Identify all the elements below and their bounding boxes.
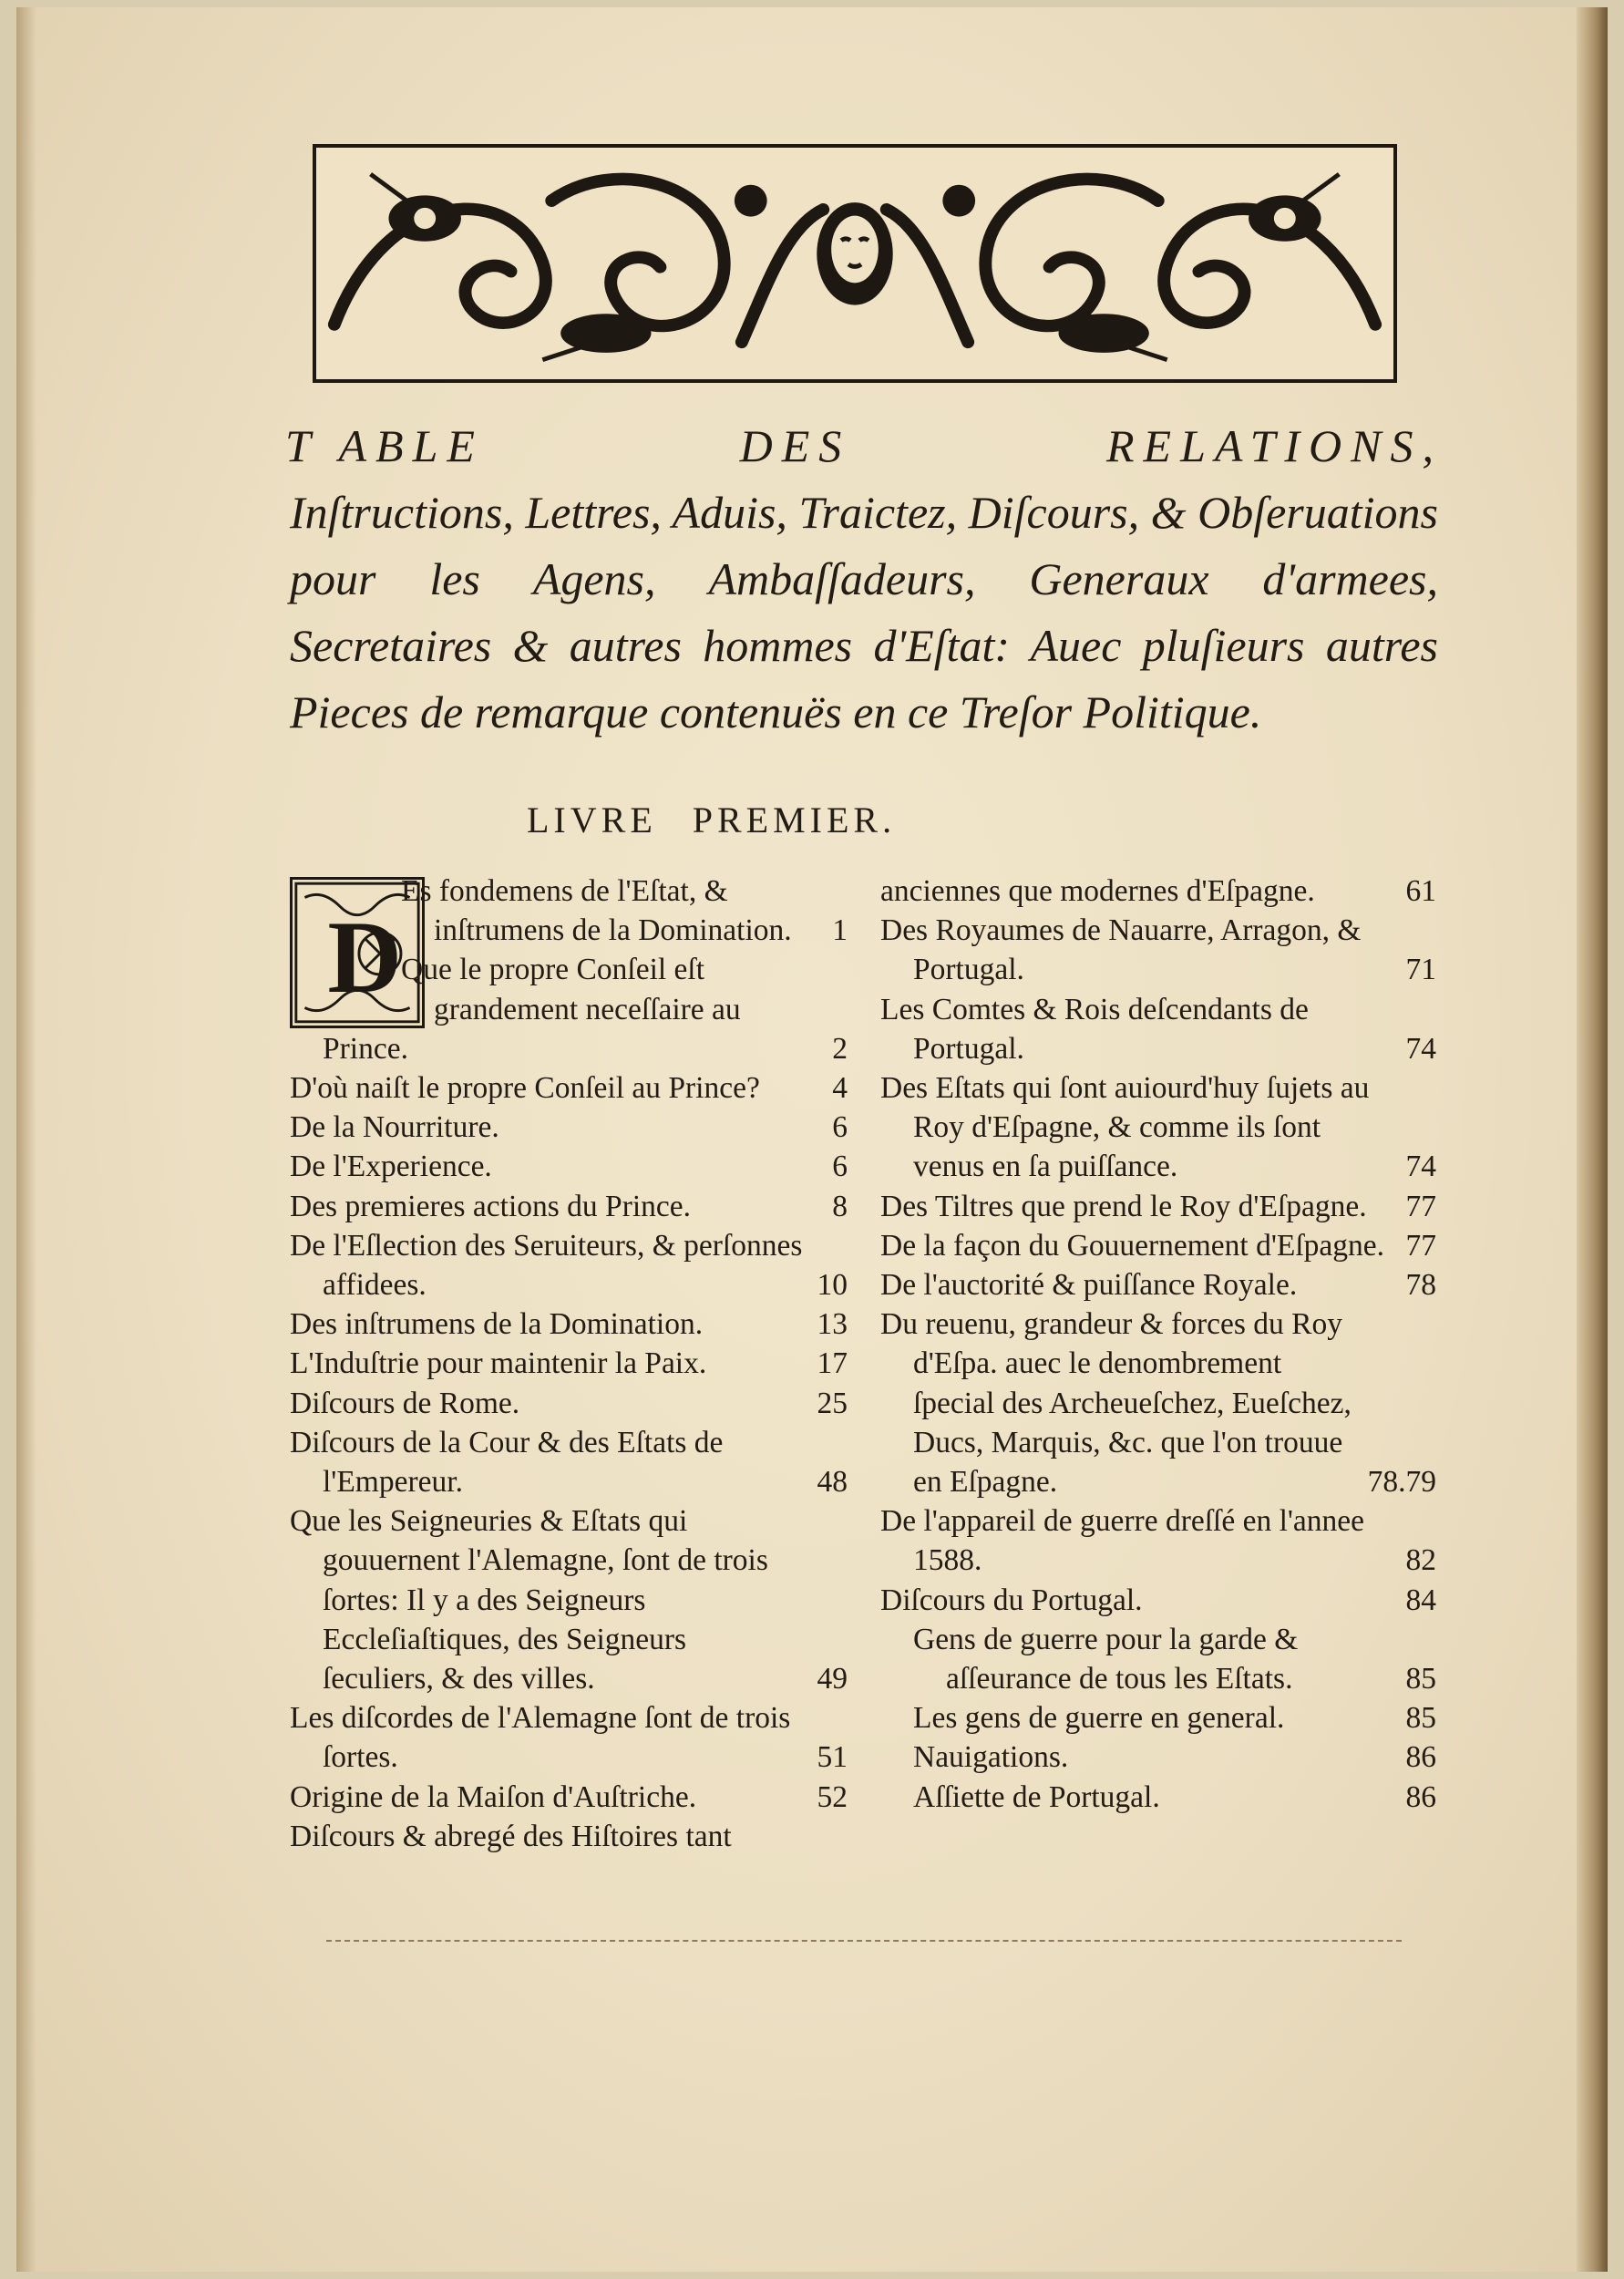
toc-entry bbox=[290, 1778, 848, 1817]
toc-entry-page: 10 bbox=[817, 1268, 848, 1303]
toc-entry bbox=[290, 1147, 848, 1186]
toc-entry-title: Que les Seigneuries & Eſtats qui gouuernent l'Alemagne, ſont de trois ſortes: Il y a des Seigneurs Eccleſiaſtiques, des Seigneurs ſeculiers, & des villes. bbox=[290, 1504, 768, 1696]
toc-entry-title: Des Tiltres que prend le Roy d'Eſpagne. bbox=[880, 1189, 1367, 1223]
toc-entry bbox=[880, 990, 1436, 1068]
contents-column-right bbox=[880, 871, 1436, 1817]
bottom-rule bbox=[326, 1940, 1402, 1942]
toc-entry-title: anciennes que modernes d'Eſpagne. bbox=[880, 874, 1315, 908]
toc-entry-title: Les Comtes & Rois deſcendants de Portugal. bbox=[880, 992, 1309, 1066]
toc-entry-page: 49 bbox=[817, 1662, 848, 1696]
toc-entry-title: Diſcours & abregé des Hiſtoires tant bbox=[290, 1819, 732, 1853]
toc-subentry bbox=[880, 1698, 1436, 1738]
toc-entry-title: De l'Eſlection des Seruiteurs, & perſonnes affidees. bbox=[290, 1228, 803, 1303]
toc-entry-title: De la Nourriture. bbox=[290, 1110, 499, 1145]
toc-entry-page: 17 bbox=[817, 1346, 848, 1381]
toc-entry bbox=[880, 1304, 1436, 1501]
toc-entry-title: De l'auctorité & puiſſance Royale. bbox=[880, 1268, 1298, 1303]
toc-entry bbox=[880, 1501, 1436, 1580]
table-title bbox=[285, 413, 1443, 746]
toc-entry bbox=[290, 1817, 848, 1856]
toc-entry-title: De la façon du Gouuernement d'Eſpagne. bbox=[880, 1228, 1384, 1263]
toc-entry bbox=[290, 1344, 848, 1383]
toc-entry-page: 51 bbox=[817, 1740, 848, 1775]
toc-entry-page: 4 bbox=[832, 1071, 848, 1106]
toc-entry bbox=[880, 1265, 1436, 1304]
toc-subentry bbox=[880, 1738, 1436, 1777]
toc-entry-page: 74 bbox=[1405, 1150, 1436, 1184]
toc-entry-title: Des inſtrumens de la Domination. bbox=[290, 1307, 704, 1342]
toc-entry-page: 48 bbox=[817, 1465, 848, 1500]
toc-entry-title: Origine de la Maiſon d'Auſtriche. bbox=[290, 1779, 697, 1814]
toc-entry bbox=[880, 1226, 1436, 1265]
toc-entry bbox=[290, 1068, 848, 1108]
toc-entry-page: 74 bbox=[1405, 1031, 1436, 1066]
toc-entry bbox=[290, 871, 848, 950]
title-first-line bbox=[285, 413, 1443, 480]
book-page bbox=[16, 7, 1608, 2272]
toc-entry-title: De l'Experience. bbox=[290, 1150, 492, 1184]
toc-entry bbox=[880, 1187, 1436, 1226]
toc-entry bbox=[290, 1501, 848, 1698]
title-word: DES bbox=[739, 420, 851, 471]
toc-entry-page: 2 bbox=[832, 1031, 848, 1066]
toc-entry-title: Diſcours de la Cour & des Eſtats de l'Empereur. bbox=[290, 1425, 724, 1500]
toc-entry bbox=[290, 1226, 848, 1304]
toc-entry-title: Les gens de guerre en general. bbox=[913, 1701, 1285, 1736]
toc-entry bbox=[290, 1423, 848, 1501]
toc-entry-title: Du reuenu, grandeur & forces du Roy d'Eſpa. auec le denombrement ſpecial des Archeueſchez, Eueſchez, Ducs, Marquis, &c. que l'on trouue en Eſpagne. bbox=[880, 1307, 1352, 1500]
foliage-ornament-icon bbox=[316, 148, 1393, 379]
toc-entry-title: Diſcours du Portugal. bbox=[880, 1583, 1143, 1617]
toc-entry-page: 71 bbox=[1405, 953, 1436, 987]
toc-entry bbox=[290, 1187, 848, 1226]
toc-entry bbox=[880, 1068, 1436, 1187]
page-shadow-left bbox=[16, 7, 36, 2272]
toc-entry bbox=[290, 1304, 848, 1344]
toc-entry-title: Aſſiette de Portugal. bbox=[913, 1779, 1160, 1814]
toc-entry bbox=[880, 871, 1436, 911]
page-edge-right bbox=[1577, 7, 1608, 2272]
toc-entry-page: 84 bbox=[1405, 1583, 1436, 1617]
toc-entry-page: 6 bbox=[832, 1110, 848, 1145]
toc-entry-page: 25 bbox=[817, 1386, 848, 1420]
toc-entry bbox=[290, 1108, 848, 1147]
toc-entry-title: L'Induſtrie pour maintenir la Paix. bbox=[290, 1346, 707, 1381]
toc-entry-title: De l'appareil de guerre dreſſé en l'annee 1588. bbox=[880, 1504, 1365, 1578]
toc-entry-page: 8 bbox=[832, 1189, 848, 1223]
title-subtitle: Inſtructions, Lettres, Aduis, Traictez, Diſcours, & Obſeruations pour les Agens, Ambaſſadeurs, Generaux d'armees, Secretaires & autres hommes d'Eſtat: Auec pluſieurs autres Pieces de remarque contenuës en ce Treſor Politique. bbox=[290, 487, 1438, 737]
toc-entry-page: 13 bbox=[817, 1307, 848, 1342]
toc-entry-page: 86 bbox=[1405, 1779, 1436, 1814]
toc-entry-title: Diſcours de Rome. bbox=[290, 1386, 520, 1420]
toc-entry-title: Des premieres actions du Prince. bbox=[290, 1189, 692, 1223]
book-heading: LIVRE PREMIER. bbox=[527, 799, 897, 840]
toc-entry bbox=[880, 1581, 1436, 1620]
toc-entry-page: 1 bbox=[832, 913, 848, 948]
toc-subentry bbox=[880, 1778, 1436, 1817]
toc-entry-title: Es fondemens de l'Eſtat, & inſtrumens de la Domination. bbox=[401, 874, 792, 948]
toc-entry-title: D'où naiſt le propre Conſeil au Prince? bbox=[290, 1071, 760, 1106]
toc-entry-page: 77 bbox=[1405, 1189, 1436, 1223]
toc-entry-page: 78.79 bbox=[1367, 1465, 1436, 1500]
toc-entry-page: 82 bbox=[1405, 1543, 1436, 1578]
toc-entry bbox=[290, 1384, 848, 1423]
toc-entry-title: Les diſcordes de l'Alemagne ſont de trois ſortes. bbox=[290, 1701, 791, 1775]
drop-cap-letter: D bbox=[327, 901, 403, 1016]
title-word: RELATIONS, bbox=[1106, 420, 1443, 471]
contents-column-left bbox=[290, 871, 848, 1856]
toc-entry-page: 86 bbox=[1405, 1740, 1436, 1775]
toc-entry-page: 77 bbox=[1405, 1228, 1436, 1263]
toc-entry-page: 78 bbox=[1405, 1268, 1436, 1303]
toc-entry bbox=[290, 950, 848, 1068]
toc-entry-page: 52 bbox=[817, 1779, 848, 1814]
toc-entry-page: 85 bbox=[1405, 1701, 1436, 1736]
title-word: T ABLE bbox=[285, 420, 484, 471]
ornamental-headpiece bbox=[313, 144, 1397, 383]
toc-entry-page: 6 bbox=[832, 1150, 848, 1184]
toc-entry-title: Des Eſtats qui ſont auiourd'huy ſujets au Roy d'Eſpagne, & comme ils ſont venus en ſa puiſſance. bbox=[880, 1071, 1370, 1184]
toc-entry-page: 85 bbox=[1405, 1662, 1436, 1696]
toc-entry bbox=[290, 1698, 848, 1777]
toc-entry-title: Nauigations. bbox=[913, 1740, 1069, 1775]
toc-entry-title: Gens de guerre pour la garde & aſſeurance de tous les Eſtats. bbox=[913, 1622, 1299, 1696]
toc-entry-page: 61 bbox=[1405, 874, 1436, 908]
toc-entry-title: Que le propre Conſeil eſt grandement neceſſaire au Prince. bbox=[323, 953, 741, 1066]
toc-entry bbox=[880, 911, 1436, 989]
toc-entry-title: Des Royaumes de Nauarre, Arragon, & Portugal. bbox=[880, 913, 1362, 987]
toc-subentry bbox=[880, 1620, 1436, 1698]
